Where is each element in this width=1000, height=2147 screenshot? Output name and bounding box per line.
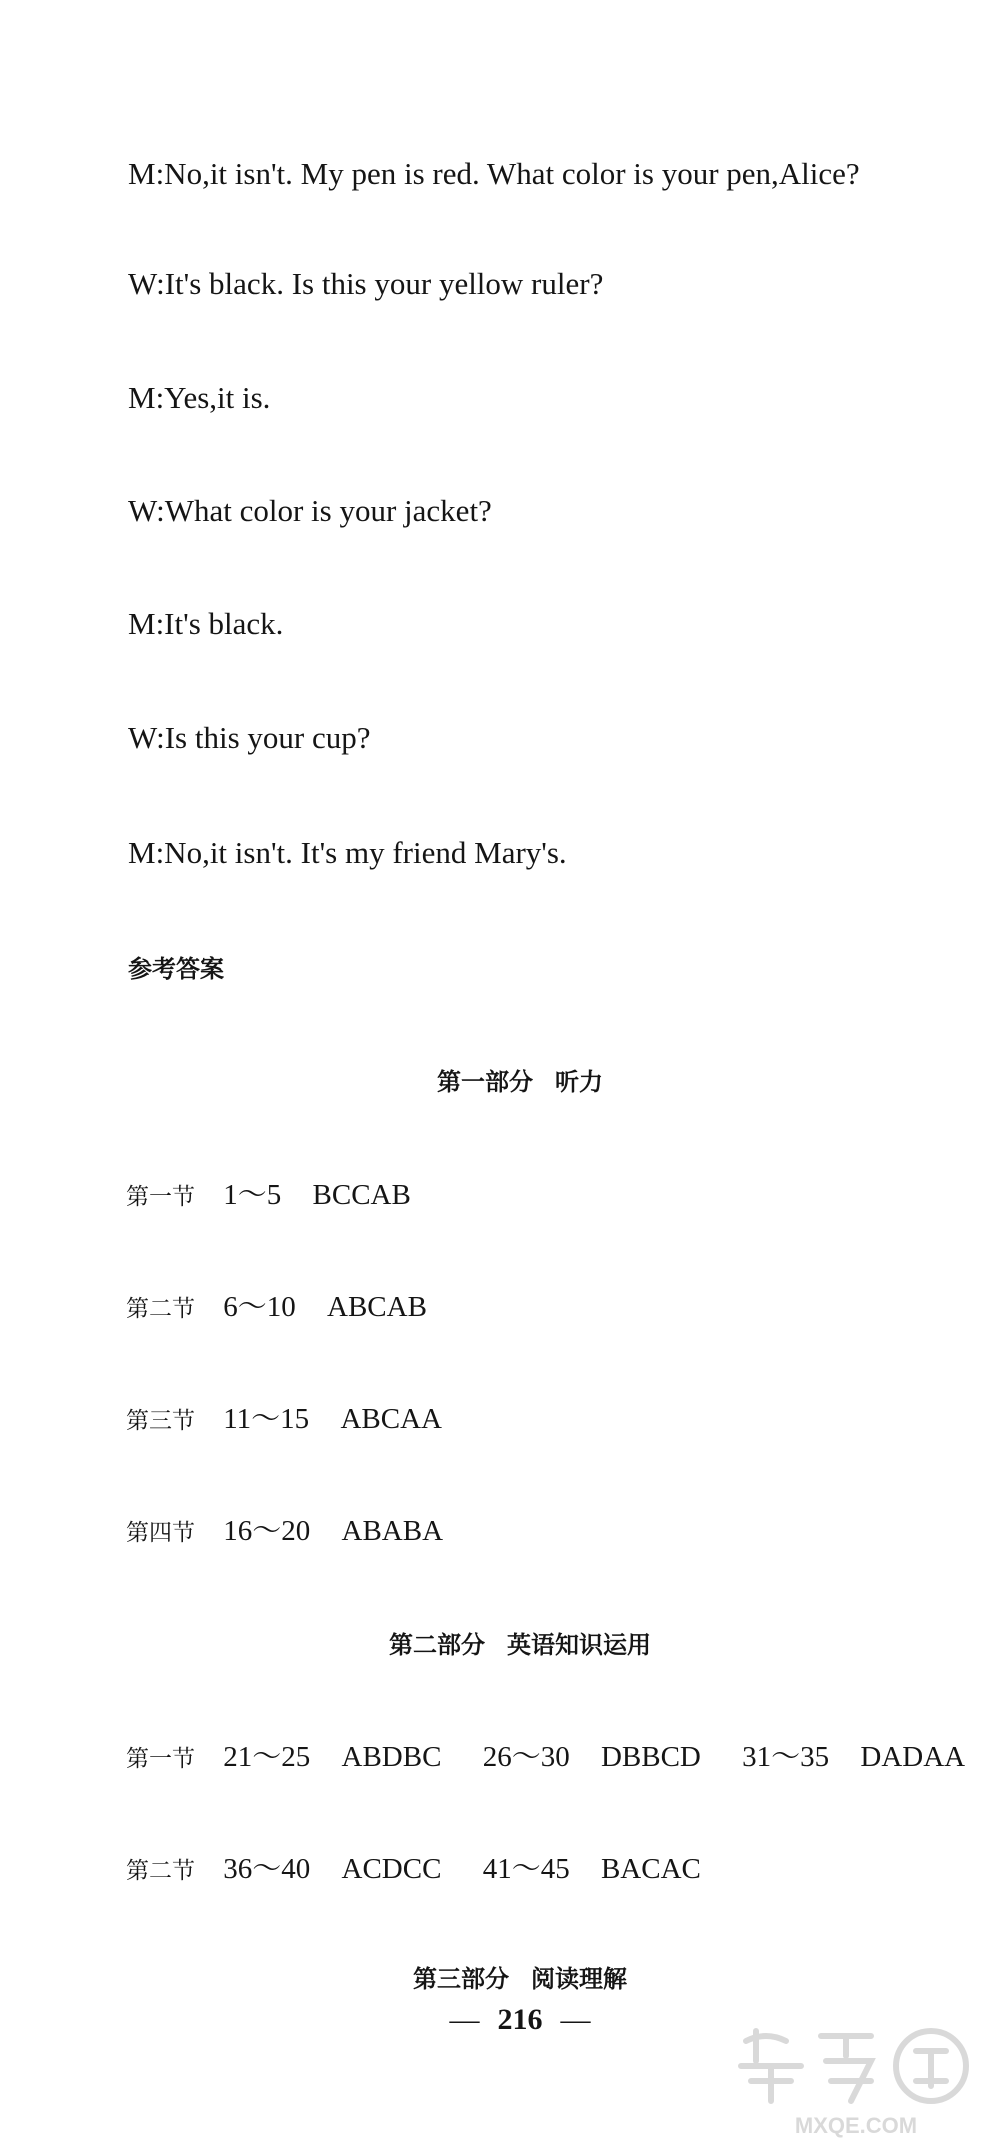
- part2-subtitle: 英语知识运用: [507, 1631, 651, 1659]
- part2-row-1: [126, 1738, 999, 1778]
- section-label: 第三节: [126, 1408, 195, 1434]
- question-range: 21～25: [223, 1741, 311, 1773]
- part3-subtitle: 阅读理解: [531, 1965, 627, 1993]
- dialogue-line-5: M:It's black.: [128, 606, 284, 641]
- question-range: 36～40: [223, 1853, 311, 1885]
- part3-title-label: 第三部分: [413, 1965, 509, 1993]
- part2-title-label: 第二部分: [389, 1631, 485, 1659]
- question-range: 16～20: [223, 1515, 311, 1547]
- section-label: 第四节: [126, 1520, 195, 1546]
- question-range: 31～35: [742, 1741, 830, 1773]
- answer-letters: DBBCD: [600, 1741, 701, 1773]
- watermark-logo: [726, 2021, 986, 2141]
- section-label: 第二节: [126, 1858, 195, 1884]
- answer-key-heading: 参考答案: [128, 955, 224, 983]
- dialogue-line-3: M:Yes,it is.: [128, 380, 271, 415]
- part1-row-1: [126, 1176, 445, 1216]
- section-label: 第二节: [126, 1296, 195, 1322]
- answer-letters: BCCAB: [312, 1179, 411, 1211]
- dialogue-line-1: M:No,it isn't. My pen is red. What color is your pen,Alice?: [128, 156, 860, 191]
- dialogue-line-2: W:It's black. Is this your yellow ruler?: [128, 266, 604, 301]
- part1-row-3: [126, 1400, 476, 1440]
- part1-row-4: [126, 1512, 477, 1552]
- question-range: 26～30: [482, 1741, 570, 1773]
- watermark-text: MXQE.COM: [794, 2113, 918, 2138]
- page-number-dash-left: —: [449, 2003, 480, 2036]
- answer-letters: BACAC: [600, 1853, 701, 1885]
- question-range: 1～5: [223, 1179, 282, 1211]
- page-number-value: 216: [497, 2003, 543, 2036]
- part3-title: [0, 1962, 1000, 1996]
- answer-letters: DADAA: [860, 1741, 966, 1773]
- dialogue-line-4: W:What color is your jacket?: [128, 493, 492, 528]
- page-number-dash-right: —: [560, 2003, 591, 2036]
- part2-row-2: [126, 1850, 735, 1890]
- answer-letters: ABDBC: [341, 1741, 442, 1773]
- section-label: 第一节: [126, 1184, 195, 1210]
- part1-row-2: [126, 1288, 461, 1328]
- dialogue-line-6: W:Is this your cup?: [128, 720, 371, 755]
- answer-letters: ABABA: [341, 1515, 444, 1547]
- question-range: 11～15: [223, 1403, 310, 1435]
- part1-subtitle: 听力: [555, 1068, 603, 1096]
- dialogue-line-7: M:No,it isn't. It's my friend Mary's.: [128, 835, 567, 870]
- answer-letters: ABCAB: [327, 1291, 427, 1323]
- part2-title: [0, 1628, 1000, 1662]
- answer-letters: ACDCC: [341, 1853, 442, 1885]
- part1-title: [0, 1065, 1000, 1099]
- question-range: 41～45: [482, 1853, 570, 1885]
- answer-letters: ABCAA: [340, 1403, 442, 1435]
- question-range: 6～10: [223, 1291, 296, 1323]
- part1-title-label: 第一部分: [437, 1068, 533, 1096]
- section-label: 第一节: [126, 1746, 195, 1772]
